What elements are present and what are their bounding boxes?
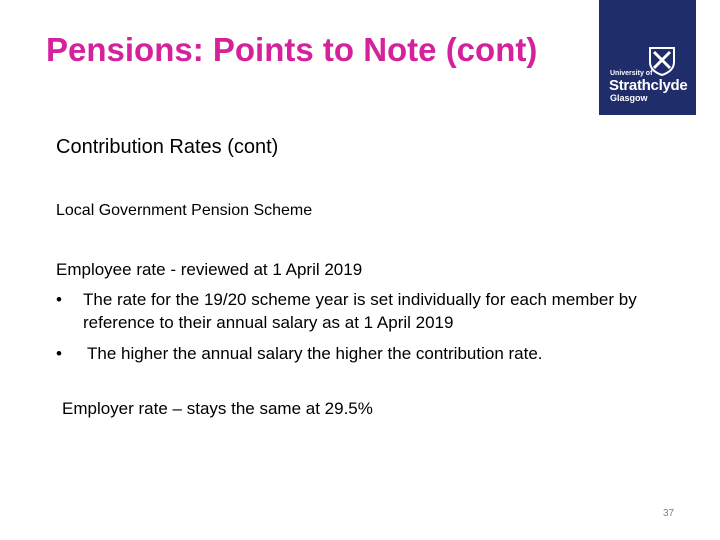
bullet-item: The rate for the 19/20 scheme year is set individually for each member by reference to their annual salary as at 1 April 2019: [83, 290, 637, 332]
logo-line-glasgow: Glasgow: [610, 93, 648, 103]
logo-line-university-of: University of: [610, 70, 653, 77]
logo-line-strathclyde: Strathclyde: [609, 77, 688, 94]
page-number: 37: [663, 508, 675, 519]
employer-rate-line: Employer rate – stays the same at 29.5%: [62, 399, 373, 418]
university-logo: [599, 0, 696, 115]
employee-rate-line: Employee rate - reviewed at 1 April 2019: [56, 260, 363, 279]
bullet-item: The higher the annual salary the higher the contribution rate.: [87, 344, 543, 363]
bullet-marker: •: [56, 344, 62, 363]
bullet-marker: •: [56, 290, 62, 309]
section-title: Local Government Pension Scheme: [56, 202, 313, 219]
slide-title: Pensions: Points to Note (cont): [46, 31, 538, 68]
subheading: Contribution Rates (cont): [56, 136, 279, 158]
